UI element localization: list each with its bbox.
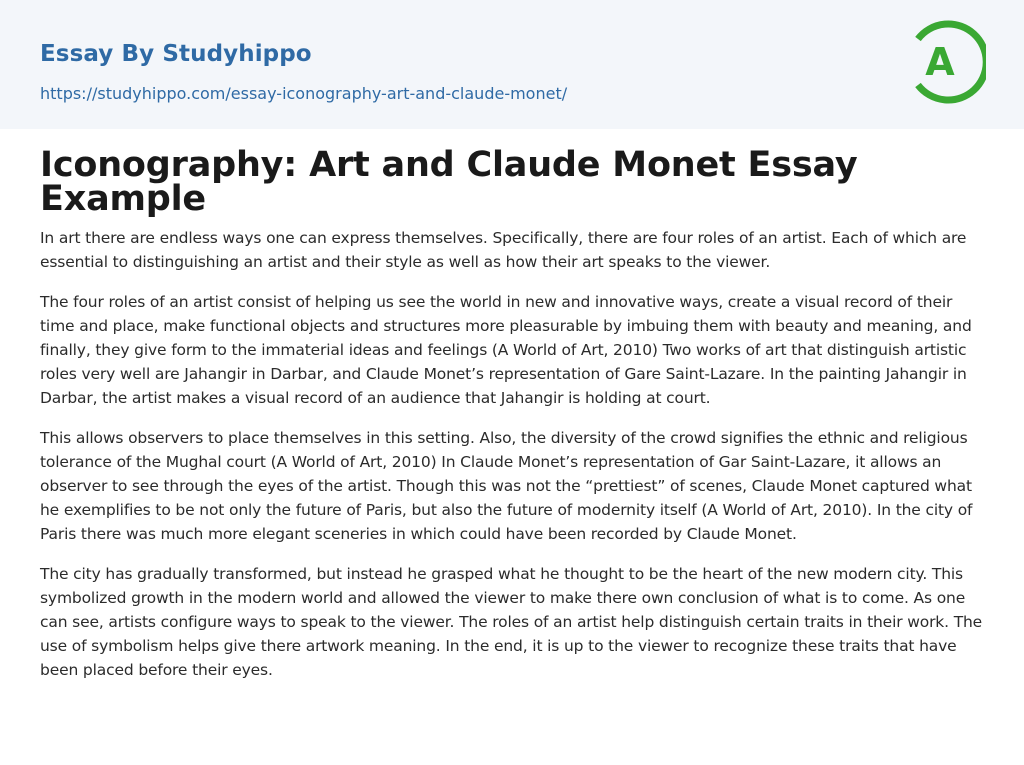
paragraph-1: In art there are endless ways one can express themselves. Specifically, there are four roles of an artist. Each of which are essential to distinguishing an artist and their style as well as how their art speaks to the viewer. — [40, 229, 967, 271]
paragraph-3: This allows observers to place themselves in this setting. Also, the diversity of the crowd signifies the ethnic and religious tolerance of the Mughal court (A World of Art, 2010) In Claude Monet’s representation of Gar Saint-Lazare, it allows an observer to see through the eyes of the artist. Though this was not the “prettiest” of scenes, Claude Monet captured what he exemplifies to be not only the future of Paris, but also the future of modernity itself (A World of Art, 2010). In the city of Paris there was much more elegant sceneries in which could have been recorded by Claude Monet. — [40, 429, 973, 543]
paragraph-4: The city has gradually transformed, but instead he grasped what he thought to be the heart of the new modern city. This symbolized growth in the modern world and allowed the viewer to make there own conclusion of what is to come. As one can see, artists configure ways to speak to the viewer. The roles of an artist help distinguish certain traits in their work. The use of symbolism helps give there artwork meaning. In the end, it is up to the viewer to recognize these traits that have been placed before their eyes. — [40, 565, 983, 679]
site-logo[interactable] — [912, 19, 986, 105]
site-brand[interactable]: Essay By Studyhippo — [40, 41, 312, 67]
paragraph-2: The four roles of an artist consist of helping us see the world in new and innovative ways, create a visual record of their time and place, make functional objects and structures more pleasurable by imbuing them with beauty and meaning, and finally, they give form to the immaterial ideas and feelings (A World of Art, 2010) Two works of art that distinguish artistic roles very well are Jahangir in Darbar, and Claude Monet’s representation of Gare Saint-Lazare. In the painting Jahangir in Darbar, the artist makes a visual record of an audience that Jahangir is holding at court. — [40, 293, 972, 407]
site-header — [0, 0, 1024, 129]
logo-letter: A — [925, 40, 955, 84]
article-body — [40, 226, 986, 682]
logo-ring-icon — [912, 19, 986, 105]
article — [40, 145, 986, 698]
article-title: Iconography: Art and Claude Monet Essay Example — [40, 145, 858, 219]
source-url-link[interactable]: https://studyhippo.com/essay-iconography-art-and-claude-monet/ — [40, 84, 568, 103]
